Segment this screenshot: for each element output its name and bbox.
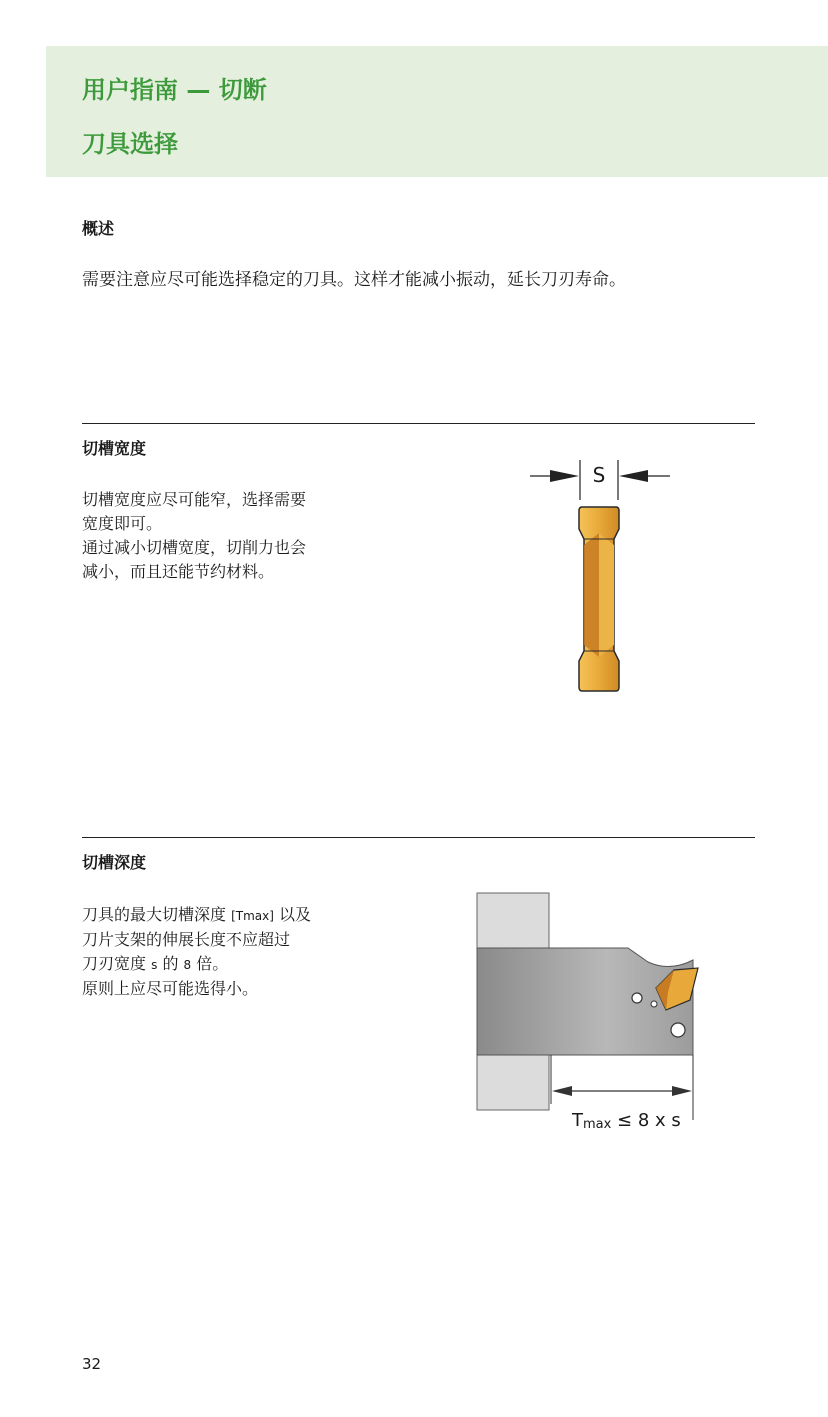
blade-holder bbox=[477, 948, 693, 1055]
hole-icon bbox=[671, 1023, 685, 1037]
text-line: 刀具的最大切槽深度 [Tmax] 以及 bbox=[82, 905, 312, 924]
text-line: 减小，而且还能节约材料。 bbox=[82, 562, 275, 581]
text-line: 原则上应尽可能选得小。 bbox=[82, 979, 259, 998]
groove-depth-text bbox=[82, 903, 311, 1001]
groove-depth-heading: 切槽深度 bbox=[82, 853, 147, 872]
page-number: 32 bbox=[82, 1355, 102, 1373]
text-line: 刀片支架的伸展长度不应超过 bbox=[82, 930, 291, 949]
text-line: 刀刃宽度 s 的 8 倍。 bbox=[82, 954, 229, 973]
groove-width-heading: 切槽宽度 bbox=[82, 439, 147, 458]
screw-icon bbox=[651, 1001, 657, 1007]
groove-width-figure bbox=[520, 455, 680, 700]
insert-icon bbox=[579, 507, 619, 691]
page-title: 用户指南 — 切断 bbox=[82, 76, 267, 104]
groove-depth-figure bbox=[470, 890, 720, 1130]
overview-text: 需要注意应尽可能选择稳定的刀具。这样才能减小振动，延长刀刃寿命。 bbox=[82, 270, 626, 290]
screw-icon bbox=[632, 993, 642, 1003]
text-line: 通过减小切槽宽度，切削力也会 bbox=[82, 538, 307, 557]
section-divider bbox=[82, 423, 755, 424]
text-line: 切槽宽度应尽可能窄，选择需要 bbox=[82, 490, 307, 509]
groove-width-text bbox=[82, 488, 306, 584]
text-line: 宽度即可。 bbox=[82, 514, 163, 533]
tmax-label: Tmax ≤ 8 x s bbox=[572, 1110, 681, 1132]
width-label: S bbox=[592, 463, 606, 487]
page-subtitle: 刀具选择 bbox=[82, 130, 178, 158]
overview-heading: 概述 bbox=[82, 219, 115, 238]
clamp-block-bottom bbox=[477, 1055, 549, 1110]
section-divider bbox=[82, 837, 755, 838]
clamp-block-top bbox=[477, 893, 549, 948]
